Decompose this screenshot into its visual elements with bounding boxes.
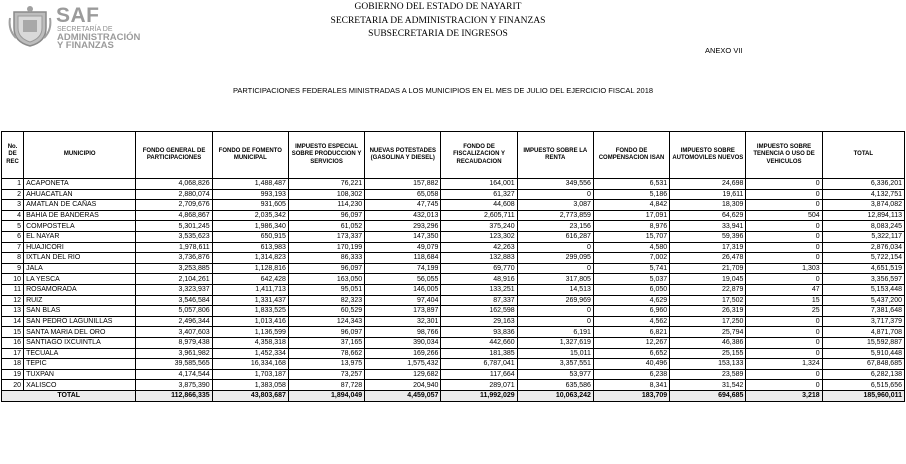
row-number-cell: 8 [2,253,24,264]
amount-cell: 0 [746,231,822,242]
municipio-cell: JALA [24,263,136,274]
amount-cell: 46,386 [670,337,746,348]
amount-cell: 24,698 [670,179,746,190]
amount-cell: 0 [746,189,822,200]
amount-cell: 17,319 [670,242,746,253]
amount-cell: 0 [746,380,822,391]
amount-cell: 146,005 [365,284,441,295]
amount-cell: 98,766 [365,327,441,338]
amount-cell: 25 [746,306,822,317]
amount-cell: 132,883 [441,253,517,264]
amount-cell: 13,975 [288,359,364,370]
amount-cell: 40,496 [593,359,669,370]
amount-cell: 162,598 [441,306,517,317]
amount-cell: 2,876,034 [822,242,904,253]
amount-cell: 1,303 [746,263,822,274]
logo-title: SAF [56,4,100,27]
municipio-cell: BAHIA DE BANDERAS [24,210,136,221]
amount-cell: 6,960 [593,306,669,317]
amount-cell: 114,230 [288,200,364,211]
amount-cell: 12,267 [593,337,669,348]
amount-cell: 6,787,041 [441,359,517,370]
amount-cell: 53,977 [517,369,593,380]
table-row [2,316,905,327]
amount-cell: 8,979,438 [136,337,212,348]
amount-cell: 0 [746,327,822,338]
amount-cell: 5,037 [593,274,669,285]
amount-cell: 47 [746,284,822,295]
amount-cell: 375,240 [441,221,517,232]
amount-cell: 25,155 [670,348,746,359]
total-amount-cell: 3,218 [746,390,822,401]
amount-cell: 78,662 [288,348,364,359]
amount-cell: 6,336,201 [822,179,904,190]
municipio-cell: ACAPONETA [24,179,136,190]
table-row [2,306,905,317]
amount-cell: 1,128,816 [212,263,288,274]
amount-cell: 17,250 [670,316,746,327]
row-number-cell: 12 [2,295,24,306]
amount-cell: 19,045 [670,274,746,285]
amount-cell: 153,133 [670,359,746,370]
row-number-cell: 6 [2,231,24,242]
municipio-cell: AHUACATLAN [24,189,136,200]
amount-cell: 1,833,525 [212,306,288,317]
amount-cell: 0 [746,316,822,327]
amount-cell: 1,703,187 [212,369,288,380]
amount-cell: 3,874,082 [822,200,904,211]
amount-cell: 289,071 [441,380,517,391]
amount-cell: 5,153,448 [822,284,904,295]
amount-cell: 67,848,685 [822,359,904,370]
amount-cell: 129,682 [365,369,441,380]
amount-cell: 993,193 [212,189,288,200]
municipio-cell: IXTLAN DEL RIO [24,253,136,264]
amount-cell: 7,381,648 [822,306,904,317]
table-row [2,348,905,359]
amount-cell: 4,358,318 [212,337,288,348]
amount-cell: 0 [517,189,593,200]
col-header-gasolina: NUEVAS POTESTADES (GASOLINA Y DIESEL) [365,132,441,179]
amount-cell: 2,104,261 [136,274,212,285]
amount-cell: 39,585,565 [136,359,212,370]
amount-cell: 4,868,867 [136,210,212,221]
amount-cell: 3,535,623 [136,231,212,242]
header-secretaria: SECRETARIA DE ADMINISTRACION Y FINANZAS [330,16,546,26]
amount-cell: 22,879 [670,284,746,295]
municipio-cell: AMATLAN DE CAÑAS [24,200,136,211]
table-row [2,221,905,232]
amount-cell: 4,562 [593,316,669,327]
amount-cell: 170,199 [288,242,364,253]
amount-cell: 82,323 [288,295,364,306]
total-amount-cell: 10,063,242 [517,390,593,401]
amount-cell: 4,068,826 [136,179,212,190]
amount-cell: 65,058 [365,189,441,200]
amount-cell: 96,097 [288,263,364,274]
amount-cell: 15,011 [517,348,593,359]
amount-cell: 6,515,656 [822,380,904,391]
table-row [2,359,905,370]
amount-cell: 4,842 [593,200,669,211]
amount-cell: 56,055 [365,274,441,285]
amount-cell: 5,322,117 [822,231,904,242]
amount-cell: 8,341 [593,380,669,391]
amount-cell: 21,709 [670,263,746,274]
amount-cell: 4,651,519 [822,263,904,274]
amount-cell: 3,087 [517,200,593,211]
amount-cell: 3,961,982 [136,348,212,359]
col-header-isr: IMPUESTO SOBRE LA RENTA [517,132,593,179]
amount-cell: 32,301 [365,316,441,327]
amount-cell: 87,337 [441,295,517,306]
amount-cell: 6,238 [593,369,669,380]
amount-cell: 17,091 [593,210,669,221]
municipio-cell: TUXPAN [24,369,136,380]
amount-cell: 86,333 [288,253,364,264]
municipio-cell: LA YESCA [24,274,136,285]
row-number-cell: 18 [2,359,24,370]
municipio-cell: XALISCO [24,380,136,391]
table-row [2,380,905,391]
total-amount-cell: 11,992,029 [441,390,517,401]
amount-cell: 164,001 [441,179,517,190]
row-number-cell: 5 [2,221,24,232]
amount-cell: 0 [746,242,822,253]
table-body [2,179,905,391]
amount-cell: 19,611 [670,189,746,200]
amount-cell: 0 [746,348,822,359]
amount-cell: 0 [517,263,593,274]
amount-cell: 299,095 [517,253,593,264]
amount-cell: 169,266 [365,348,441,359]
table-row [2,274,905,285]
table-row [2,337,905,348]
logo-subtitle-2: ADMINISTRACIÓN [57,32,141,43]
amount-cell: 118,684 [365,253,441,264]
table-row [2,295,905,306]
amount-cell: 0 [517,242,593,253]
municipio-cell: SAN PEDRO LAGUNILLAS [24,316,136,327]
amount-cell: 12,894,113 [822,210,904,221]
amount-cell: 269,969 [517,295,593,306]
amount-cell: 1,411,713 [212,284,288,295]
amount-cell: 504 [746,210,822,221]
amount-cell: 117,664 [441,369,517,380]
col-header-no: No. DE REC [2,132,24,179]
amount-cell: 123,302 [441,231,517,242]
amount-cell: 1,324 [746,359,822,370]
amount-cell: 61,327 [441,189,517,200]
row-number-cell: 15 [2,327,24,338]
amount-cell: 29,163 [441,316,517,327]
amount-cell: 6,821 [593,327,669,338]
amount-cell: 15 [746,295,822,306]
table-row [2,242,905,253]
amount-cell: 3,407,603 [136,327,212,338]
amount-cell: 0 [746,274,822,285]
amount-cell: 181,385 [441,348,517,359]
amount-cell: 31,542 [670,380,746,391]
amount-cell: 0 [746,200,822,211]
amount-cell: 0 [746,253,822,264]
col-header-ffm: FONDO DE FOMENTO MUNICIPAL [212,132,288,179]
amount-cell: 642,428 [212,274,288,285]
table-row [2,179,905,190]
col-header-isan: FONDO DE COMPENSACION ISAN [593,132,669,179]
row-number-cell: 9 [2,263,24,274]
amount-cell: 3,253,885 [136,263,212,274]
amount-cell: 204,940 [365,380,441,391]
amount-cell: 4,629 [593,295,669,306]
total-amount-cell: 694,685 [670,390,746,401]
amount-cell: 6,282,138 [822,369,904,380]
amount-cell: 1,327,619 [517,337,593,348]
amount-cell: 93,836 [441,327,517,338]
amount-cell: 8,083,245 [822,221,904,232]
amount-cell: 133,251 [441,284,517,295]
table-row [2,210,905,221]
document-title: PARTICIPACIONES FEDERALES MINISTRADAS A LOS MUNICIPIOS EN EL MES DE JULIO DEL EJERCICIO FISCAL 2018 [232,86,654,95]
table-row [2,231,905,242]
amount-cell: 96,097 [288,210,364,221]
amount-cell: 42,263 [441,242,517,253]
amount-cell: 2,880,074 [136,189,212,200]
amount-cell: 6,050 [593,284,669,295]
participaciones-table [1,131,905,402]
amount-cell: 96,097 [288,327,364,338]
logo-subtitle-3: Y FINANZAS [57,40,114,51]
amount-cell: 635,586 [517,380,593,391]
amount-cell: 1,488,487 [212,179,288,190]
amount-cell: 47,745 [365,200,441,211]
amount-cell: 0 [746,337,822,348]
annex-label: ANEXO VII [705,46,743,55]
amount-cell: 25,794 [670,327,746,338]
amount-cell: 49,079 [365,242,441,253]
table-total-row [2,390,905,401]
amount-cell: 1,986,340 [212,221,288,232]
header-subsecretaria: SUBSECRETARIA DE INGRESOS [368,29,508,39]
amount-cell: 4,871,708 [822,327,904,338]
amount-cell: 124,343 [288,316,364,327]
amount-cell: 6,531 [593,179,669,190]
row-number-cell: 10 [2,274,24,285]
amount-cell: 3,323,937 [136,284,212,295]
amount-cell: 97,404 [365,295,441,306]
amount-cell: 4,580 [593,242,669,253]
row-number-cell: 20 [2,380,24,391]
amount-cell: 0 [746,221,822,232]
amount-cell: 5,186 [593,189,669,200]
table-row [2,284,905,295]
total-amount-cell: 1,894,049 [288,390,364,401]
table-row [2,200,905,211]
col-header-fgp: FONDO GENERAL DE PARTICIPACIONES [136,132,212,179]
amount-cell: 0 [746,369,822,380]
amount-cell: 3,357,551 [517,359,593,370]
total-amount-cell: 43,803,687 [212,390,288,401]
amount-cell: 108,302 [288,189,364,200]
amount-cell: 2,709,676 [136,200,212,211]
row-number-cell: 2 [2,189,24,200]
row-number-cell: 16 [2,337,24,348]
amount-cell: 44,608 [441,200,517,211]
amount-cell: 17,502 [670,295,746,306]
amount-cell: 4,132,751 [822,189,904,200]
amount-cell: 2,035,342 [212,210,288,221]
amount-cell: 0 [517,316,593,327]
table-row [2,327,905,338]
col-header-automoviles: IMPUESTO SOBRE AUTOMOVILES NUEVOS [670,132,746,179]
row-number-cell: 17 [2,348,24,359]
amount-cell: 317,805 [517,274,593,285]
col-header-tenencia: IMPUESTO SOBRE TENENCIA O USO DE VEHICULOS [746,132,822,179]
amount-cell: 37,165 [288,337,364,348]
total-amount-cell: 4,459,057 [365,390,441,401]
amount-cell: 16,334,168 [212,359,288,370]
header-government: GOBIERNO DEL ESTADO DE NAYARIT [354,2,522,12]
table-row [2,369,905,380]
amount-cell: 157,882 [365,179,441,190]
amount-cell: 1,136,599 [212,327,288,338]
total-label-cell: TOTAL [2,390,136,401]
amount-cell: 1,383,058 [212,380,288,391]
amount-cell: 613,983 [212,242,288,253]
table-header-row [2,132,905,179]
amount-cell: 293,296 [365,221,441,232]
amount-cell: 3,736,876 [136,253,212,264]
amount-cell: 442,660 [441,337,517,348]
municipio-cell: SAN BLAS [24,306,136,317]
row-number-cell: 7 [2,242,24,253]
amount-cell: 2,496,344 [136,316,212,327]
amount-cell: 87,728 [288,380,364,391]
amount-cell: 8,976 [593,221,669,232]
municipio-cell: SANTA MARIA DEL ORO [24,327,136,338]
amount-cell: 6,652 [593,348,669,359]
amount-cell: 15,592,887 [822,337,904,348]
amount-cell: 1,452,334 [212,348,288,359]
amount-cell: 5,057,806 [136,306,212,317]
amount-cell: 14,513 [517,284,593,295]
logo-subtitle-1: SECRETARÍA DE [57,26,113,33]
col-header-total: TOTAL [822,132,904,179]
amount-cell: 18,309 [670,200,746,211]
amount-cell: 6,191 [517,327,593,338]
amount-cell: 3,546,584 [136,295,212,306]
municipio-cell: RUIZ [24,295,136,306]
municipio-cell: HUAJICORI [24,242,136,253]
municipio-cell: EL NAYAR [24,231,136,242]
amount-cell: 931,605 [212,200,288,211]
amount-cell: 23,589 [670,369,746,380]
table-row [2,263,905,274]
col-header-ffr: FONDO DE FISCALIZACION Y RECAUDACION [441,132,517,179]
amount-cell: 76,221 [288,179,364,190]
amount-cell: 33,941 [670,221,746,232]
amount-cell: 95,051 [288,284,364,295]
amount-cell: 74,199 [365,263,441,274]
row-number-cell: 11 [2,284,24,295]
amount-cell: 0 [746,179,822,190]
total-amount-cell: 112,866,335 [136,390,212,401]
municipio-cell: TECUALA [24,348,136,359]
amount-cell: 61,052 [288,221,364,232]
row-number-cell: 14 [2,316,24,327]
amount-cell: 1,575,432 [365,359,441,370]
municipio-cell: ROSAMORADA [24,284,136,295]
amount-cell: 650,915 [212,231,288,242]
table-row [2,189,905,200]
amount-cell: 5,301,245 [136,221,212,232]
amount-cell: 69,770 [441,263,517,274]
municipio-cell: SANTIAGO IXCUINTLA [24,337,136,348]
amount-cell: 2,773,859 [517,210,593,221]
amount-cell: 26,319 [670,306,746,317]
amount-cell: 1,013,416 [212,316,288,327]
row-number-cell: 13 [2,306,24,317]
total-amount-cell: 183,709 [593,390,669,401]
amount-cell: 1,314,823 [212,253,288,264]
amount-cell: 616,287 [517,231,593,242]
row-number-cell: 1 [2,179,24,190]
amount-cell: 173,337 [288,231,364,242]
amount-cell: 2,605,711 [441,210,517,221]
amount-cell: 349,556 [517,179,593,190]
amount-cell: 5,437,200 [822,295,904,306]
amount-cell: 64,629 [670,210,746,221]
amount-cell: 163,050 [288,274,364,285]
col-header-ieps: IMPUESTO ESPECIAL SOBRE PRODUCCION Y SERVICIOS [288,132,364,179]
amount-cell: 390,034 [365,337,441,348]
row-number-cell: 4 [2,210,24,221]
row-number-cell: 3 [2,200,24,211]
amount-cell: 5,741 [593,263,669,274]
row-number-cell: 19 [2,369,24,380]
amount-cell: 3,717,379 [822,316,904,327]
amount-cell: 147,350 [365,231,441,242]
amount-cell: 59,396 [670,231,746,242]
amount-cell: 432,013 [365,210,441,221]
amount-cell: 173,897 [365,306,441,317]
amount-cell: 60,529 [288,306,364,317]
amount-cell: 3,356,597 [822,274,904,285]
municipio-cell: TEPIC [24,359,136,370]
amount-cell: 1,331,437 [212,295,288,306]
amount-cell: 5,722,154 [822,253,904,264]
table-row [2,253,905,264]
amount-cell: 4,174,544 [136,369,212,380]
municipio-cell: COMPOSTELA [24,221,136,232]
amount-cell: 48,916 [441,274,517,285]
total-amount-cell: 185,960,011 [822,390,904,401]
amount-cell: 1,978,611 [136,242,212,253]
amount-cell: 5,910,448 [822,348,904,359]
amount-cell: 0 [517,306,593,317]
amount-cell: 23,156 [517,221,593,232]
amount-cell: 73,257 [288,369,364,380]
col-header-municipio: MUNICIPIO [24,132,136,179]
amount-cell: 26,478 [670,253,746,264]
amount-cell: 15,707 [593,231,669,242]
amount-cell: 3,875,390 [136,380,212,391]
amount-cell: 7,002 [593,253,669,264]
